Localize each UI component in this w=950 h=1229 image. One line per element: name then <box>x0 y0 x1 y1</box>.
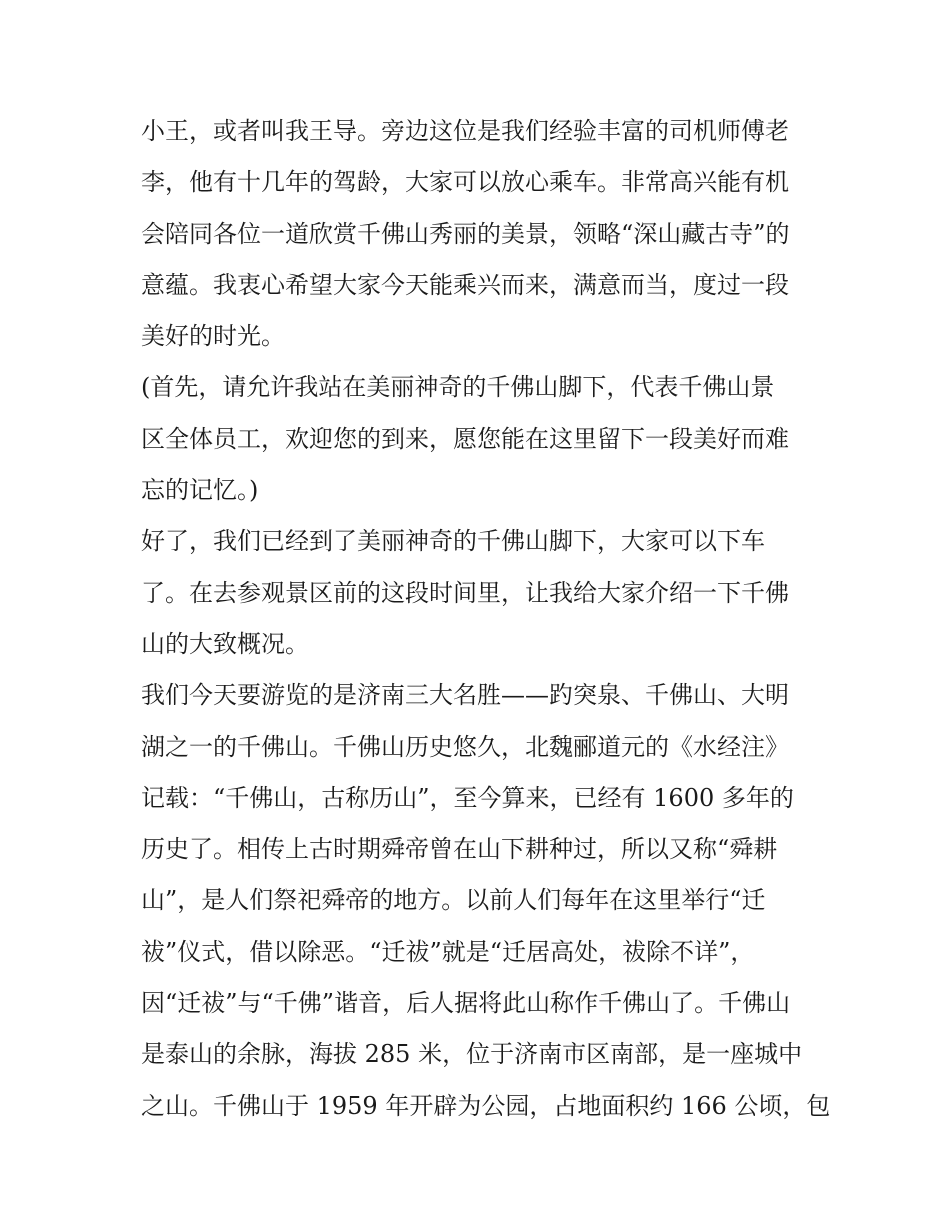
text-line: 区全体员工，欢迎您的到来，愿您能在这里留下一段美好而难 <box>141 424 789 453</box>
text-line: 历史了。相传上古时期舜帝曾在山下耕种过，所以又称“舜耕 <box>141 835 778 864</box>
text-line: 忘的记忆。) <box>141 476 259 505</box>
text-line: 好了，我们已经到了美丽神奇的千佛山脚下，大家可以下车 <box>141 527 765 556</box>
body-text <box>141 106 831 1132</box>
text-line: 了。在去参观景区前的这段时间里，让我给大家介绍一下千佛 <box>141 578 789 607</box>
text-line: (首先，请允许我站在美丽神奇的千佛山脚下，代表千佛山景 <box>141 373 775 402</box>
text-line: 会陪同各位一道欣赏千佛山秀丽的美景，领略“深山藏古寺”的 <box>141 219 790 248</box>
text-line: 意蕴。我衷心希望大家今天能乘兴而来，满意而当，度过一段 <box>141 270 789 299</box>
text-line: 美好的时光。 <box>141 322 285 351</box>
text-line: 是泰山的余脉，海拔 285 米，位于济南市区南部，是一座城中 <box>141 1040 803 1069</box>
text-line: 小王，或者叫我王导。旁边这位是我们经验丰富的司机师傅老 <box>141 117 789 145</box>
text-line: 记载：“千佛山，古称历山”，至今算来，已经有 1600 多年的 <box>141 783 794 812</box>
text-line: 山的大致概况。 <box>141 629 309 658</box>
text-line: 因“迁祓”与“千佛”谐音，后人据将此山称作千佛山了。千佛山 <box>141 989 791 1018</box>
text-line: 祓”仪式，借以除恶。“迁祓”就是“迁居高处，祓除不详”， <box>141 937 755 966</box>
text-line: 之山。千佛山于 1959 年开辟为公园，占地面积约 166 公顷，包 <box>141 1091 831 1120</box>
text-line: 李，他有十几年的驾龄，大家可以放心乘车。非常高兴能有机 <box>141 168 789 197</box>
text-line: 我们今天要游览的是济南三大名胜——趵突泉、千佛山、大明 <box>141 681 789 710</box>
text-line: 湖之一的千佛山。千佛山历史悠久，北魏郦道元的《水经注》 <box>141 732 789 761</box>
text-line: 山”，是人们祭祀舜帝的地方。以前人们每年在这里举行“迁 <box>141 886 766 915</box>
